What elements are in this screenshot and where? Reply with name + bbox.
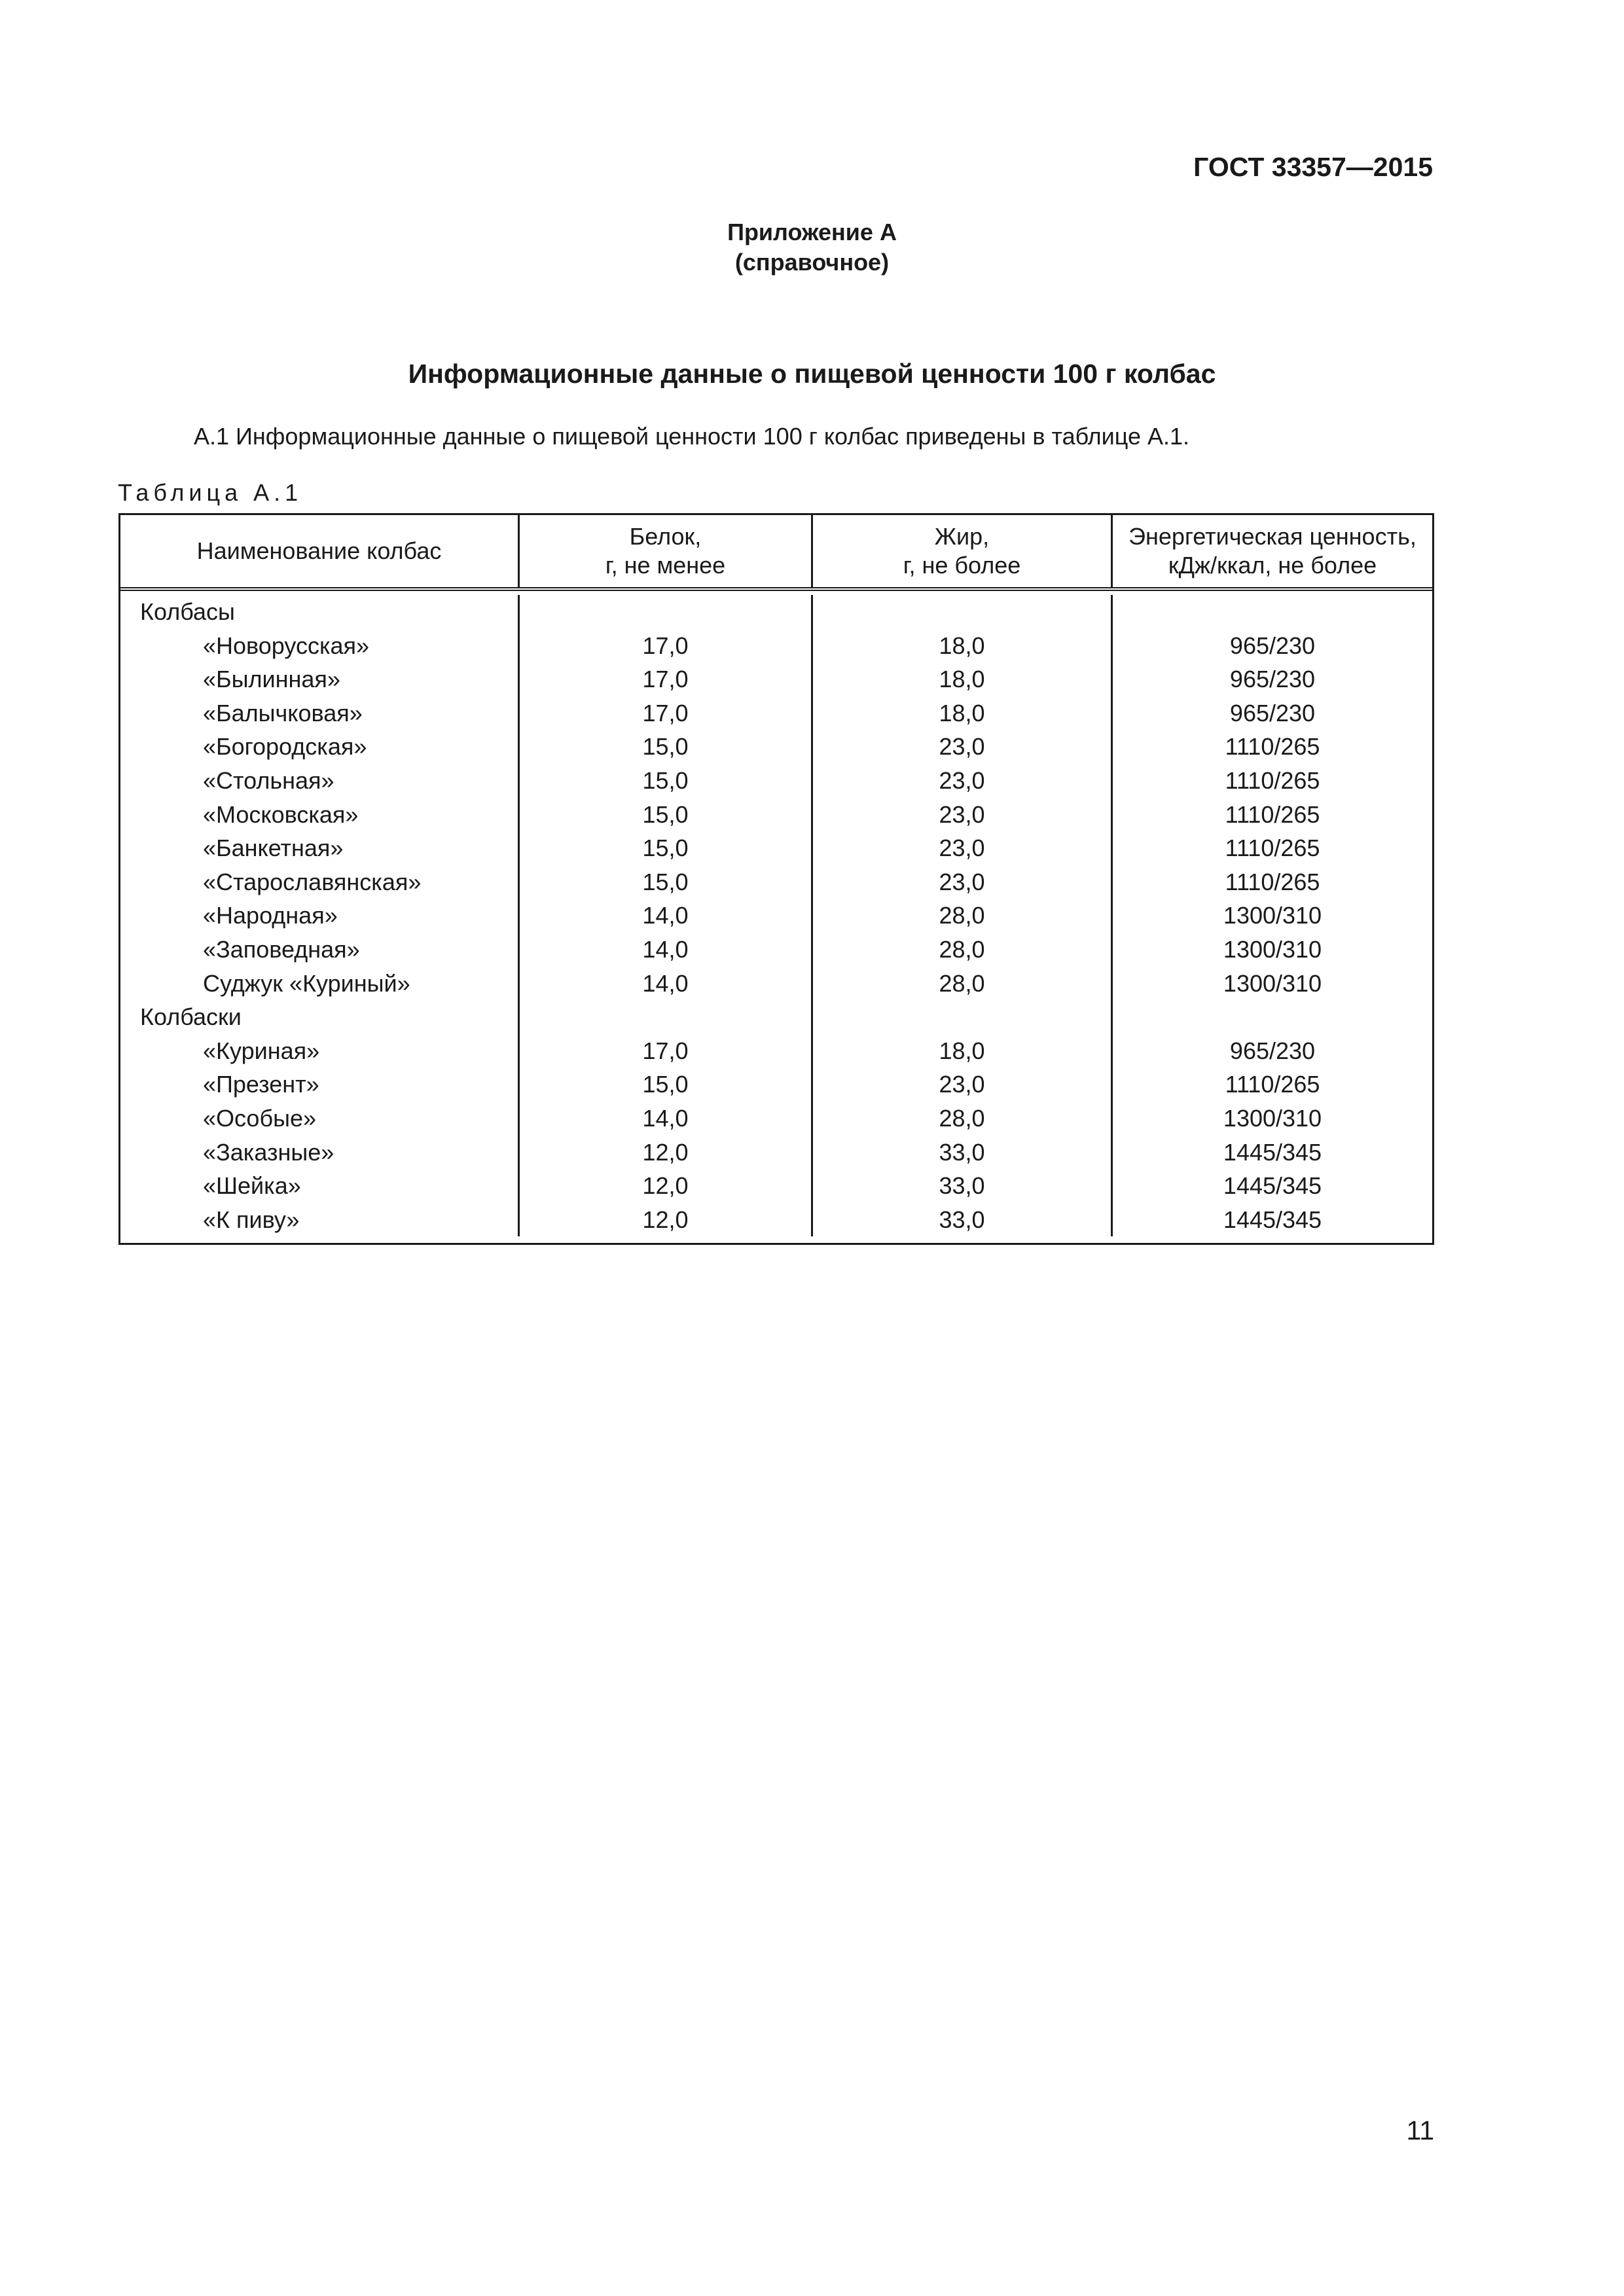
column-protein (520, 595, 813, 1236)
energy-cell: 1300/310 (1223, 1104, 1322, 1132)
product-name-cell: «Новорусская» (203, 632, 370, 659)
fat-cell: 28,0 (939, 1104, 985, 1132)
protein-cell: 12,0 (642, 1172, 689, 1200)
protein-cell: 14,0 (642, 1104, 689, 1132)
header-energy-line1: Энергетическая ценность, (1128, 523, 1416, 550)
header-fat-line1: Жир, (934, 523, 990, 550)
product-name-cell: «Балычковая» (203, 699, 363, 726)
fat-cell: 33,0 (939, 1138, 985, 1166)
protein-cell (520, 595, 811, 629)
product-name-cell: «Заказные» (203, 1138, 334, 1166)
product-name-cell: «Куриная» (203, 1037, 320, 1064)
energy-cell: 965/230 (1229, 699, 1316, 726)
section-title: Информационные данные о пищевой ценности 100 г колбас (408, 359, 1216, 389)
product-name-cell: «Особые» (203, 1104, 316, 1132)
table-header (120, 515, 1432, 591)
protein-cell: 12,0 (642, 1138, 689, 1166)
column-fat (813, 595, 1113, 1236)
fat-cell: 23,0 (939, 733, 985, 761)
protein-cell (520, 1000, 811, 1034)
nutrition-table (118, 513, 1434, 1245)
fat-cell: 28,0 (939, 935, 985, 963)
table-body (120, 591, 1432, 1243)
product-name-cell: «Банкетная» (203, 834, 344, 862)
energy-cell: 1445/345 (1223, 1172, 1322, 1200)
document-code: ГОСТ 33357—2015 (1193, 152, 1433, 182)
product-name-cell: «Былинная» (203, 666, 340, 693)
protein-cell: 17,0 (642, 699, 689, 726)
energy-cell (1113, 1000, 1432, 1034)
header-fat-line2: г, не более (903, 552, 1021, 579)
energy-cell: 1110/265 (1225, 868, 1320, 895)
product-name-cell: «Старославянская» (203, 868, 422, 895)
header-name-label: Наименование колбас (196, 537, 442, 564)
energy-cell: 965/230 (1229, 1037, 1316, 1064)
protein-cell: 17,0 (642, 632, 689, 659)
column-energy (1113, 595, 1432, 1236)
fat-cell: 18,0 (939, 666, 985, 693)
fat-cell: 28,0 (939, 902, 985, 929)
energy-cell: 1110/265 (1225, 800, 1320, 828)
energy-cell: 965/230 (1229, 666, 1316, 693)
group-name-cell: Колбасы (140, 598, 235, 625)
product-name-cell: «Стольная» (203, 766, 334, 794)
fat-cell: 23,0 (939, 1071, 985, 1098)
fat-cell: 23,0 (939, 800, 985, 828)
fat-cell: 33,0 (939, 1206, 985, 1233)
protein-cell: 14,0 (642, 935, 689, 963)
protein-cell: 17,0 (642, 1037, 689, 1064)
protein-cell: 12,0 (642, 1206, 689, 1233)
fat-cell (813, 595, 1111, 629)
protein-cell: 15,0 (642, 834, 689, 862)
energy-cell: 1300/310 (1223, 935, 1322, 963)
fat-cell (813, 1000, 1111, 1034)
energy-cell: 1300/310 (1223, 902, 1322, 929)
product-name-cell: «Народная» (203, 902, 338, 929)
header-protein-line1: Белок, (629, 523, 702, 550)
fat-cell: 23,0 (939, 868, 985, 895)
energy-cell: 1110/265 (1225, 766, 1320, 794)
fat-cell: 18,0 (939, 699, 985, 726)
protein-cell: 15,0 (642, 1071, 689, 1098)
product-name-cell: «Шейка» (203, 1172, 301, 1200)
header-name (120, 515, 520, 587)
product-name-cell: «Заповедная» (203, 935, 360, 963)
protein-cell: 15,0 (642, 800, 689, 828)
fat-cell: 28,0 (939, 969, 985, 997)
appendix-heading (0, 217, 1624, 278)
group-name-cell: Колбаски (140, 1003, 242, 1031)
table-caption: Таблица А.1 (118, 479, 303, 506)
protein-cell: 15,0 (642, 868, 689, 895)
product-name-cell: «Московская» (203, 800, 359, 828)
energy-cell: 1110/265 (1225, 733, 1320, 761)
energy-cell: 1110/265 (1225, 834, 1320, 862)
appendix-title: Приложение А (727, 219, 897, 245)
protein-cell: 17,0 (642, 666, 689, 693)
protein-cell: 15,0 (642, 766, 689, 794)
energy-cell: 965/230 (1229, 632, 1316, 659)
fat-cell: 18,0 (939, 1037, 985, 1064)
product-name-cell: «Богородская» (203, 733, 367, 761)
energy-cell: 1300/310 (1223, 969, 1322, 997)
fat-cell: 23,0 (939, 766, 985, 794)
fat-cell: 18,0 (939, 632, 985, 659)
protein-cell: 14,0 (642, 969, 689, 997)
protein-cell: 14,0 (642, 902, 689, 929)
product-name-cell: «Презент» (203, 1071, 319, 1098)
product-name-cell: «К пиву» (203, 1206, 300, 1233)
page-number: 11 (1406, 2115, 1434, 2145)
energy-cell (1113, 595, 1432, 629)
column-names (120, 595, 520, 1236)
energy-cell: 1110/265 (1225, 1071, 1320, 1098)
header-energy-line2: кДж/ккал, не более (1168, 552, 1377, 579)
header-protein (520, 515, 813, 587)
product-name-cell: Суджук «Куриный» (203, 969, 410, 997)
header-protein-line2: г, не менее (605, 552, 726, 579)
protein-cell: 15,0 (642, 733, 689, 761)
header-energy (1113, 515, 1432, 587)
intro-paragraph: А.1 Информационные данные о пищевой ценности 100 г колбас приведены в таблице А.1. (194, 423, 1190, 450)
fat-cell: 33,0 (939, 1172, 985, 1200)
fat-cell: 23,0 (939, 834, 985, 862)
energy-cell: 1445/345 (1223, 1138, 1322, 1166)
header-fat (813, 515, 1113, 587)
appendix-subtitle: (справочное) (734, 249, 890, 276)
energy-cell: 1445/345 (1223, 1206, 1322, 1233)
